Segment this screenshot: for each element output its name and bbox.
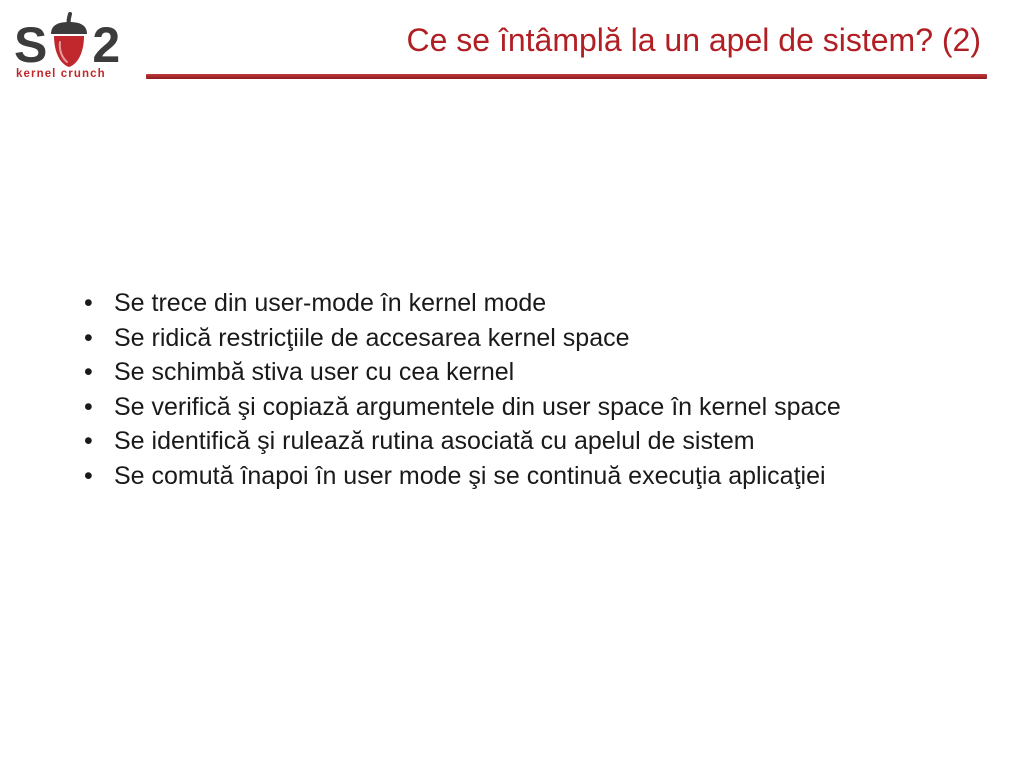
- bullet-list: [84, 286, 964, 493]
- bullet-dot-icon: •: [84, 323, 93, 352]
- bullet-text: Se ridică restricţiile de accesarea kernel space: [114, 323, 630, 352]
- bullet-dot-icon: •: [84, 427, 93, 455]
- acorn-icon: [48, 12, 90, 70]
- bullet-item: [84, 355, 964, 390]
- bullet-item: [84, 459, 964, 494]
- bullet-text: Se identifică şi rulează rutina asociată cu apelul de sistem: [114, 427, 755, 455]
- slide-title: Ce se întâmplă la un apel de sistem? (2): [406, 22, 981, 58]
- logo-letter-2: 2: [92, 17, 120, 73]
- bullet-text: Se schimbă stiva user cu cea kernel: [114, 358, 515, 386]
- logo-mark: [14, 12, 120, 73]
- bullet-dot-icon: •: [84, 358, 93, 386]
- so2-logo: [14, 12, 134, 84]
- bullet-item: [84, 286, 964, 321]
- bullet-item: [84, 424, 964, 459]
- bullet-item: [84, 321, 964, 356]
- logo-letter-s: S: [14, 17, 47, 73]
- bullet-text: Se comută înapoi în user mode şi se continuă execuţia aplicaţiei: [114, 461, 826, 490]
- title-rule: [146, 74, 987, 79]
- bullet-item: [84, 390, 964, 425]
- bullet-dot-icon: •: [84, 392, 93, 421]
- bullet-text: Se trece din user-mode în kernel mode: [114, 289, 547, 317]
- logo-tagline: kernel crunch: [16, 68, 106, 80]
- bullet-text: Se verifică şi copiază argumentele din user space în kernel space: [114, 392, 841, 421]
- bullet-dot-icon: •: [84, 289, 93, 317]
- bullet-dot-icon: •: [84, 461, 93, 490]
